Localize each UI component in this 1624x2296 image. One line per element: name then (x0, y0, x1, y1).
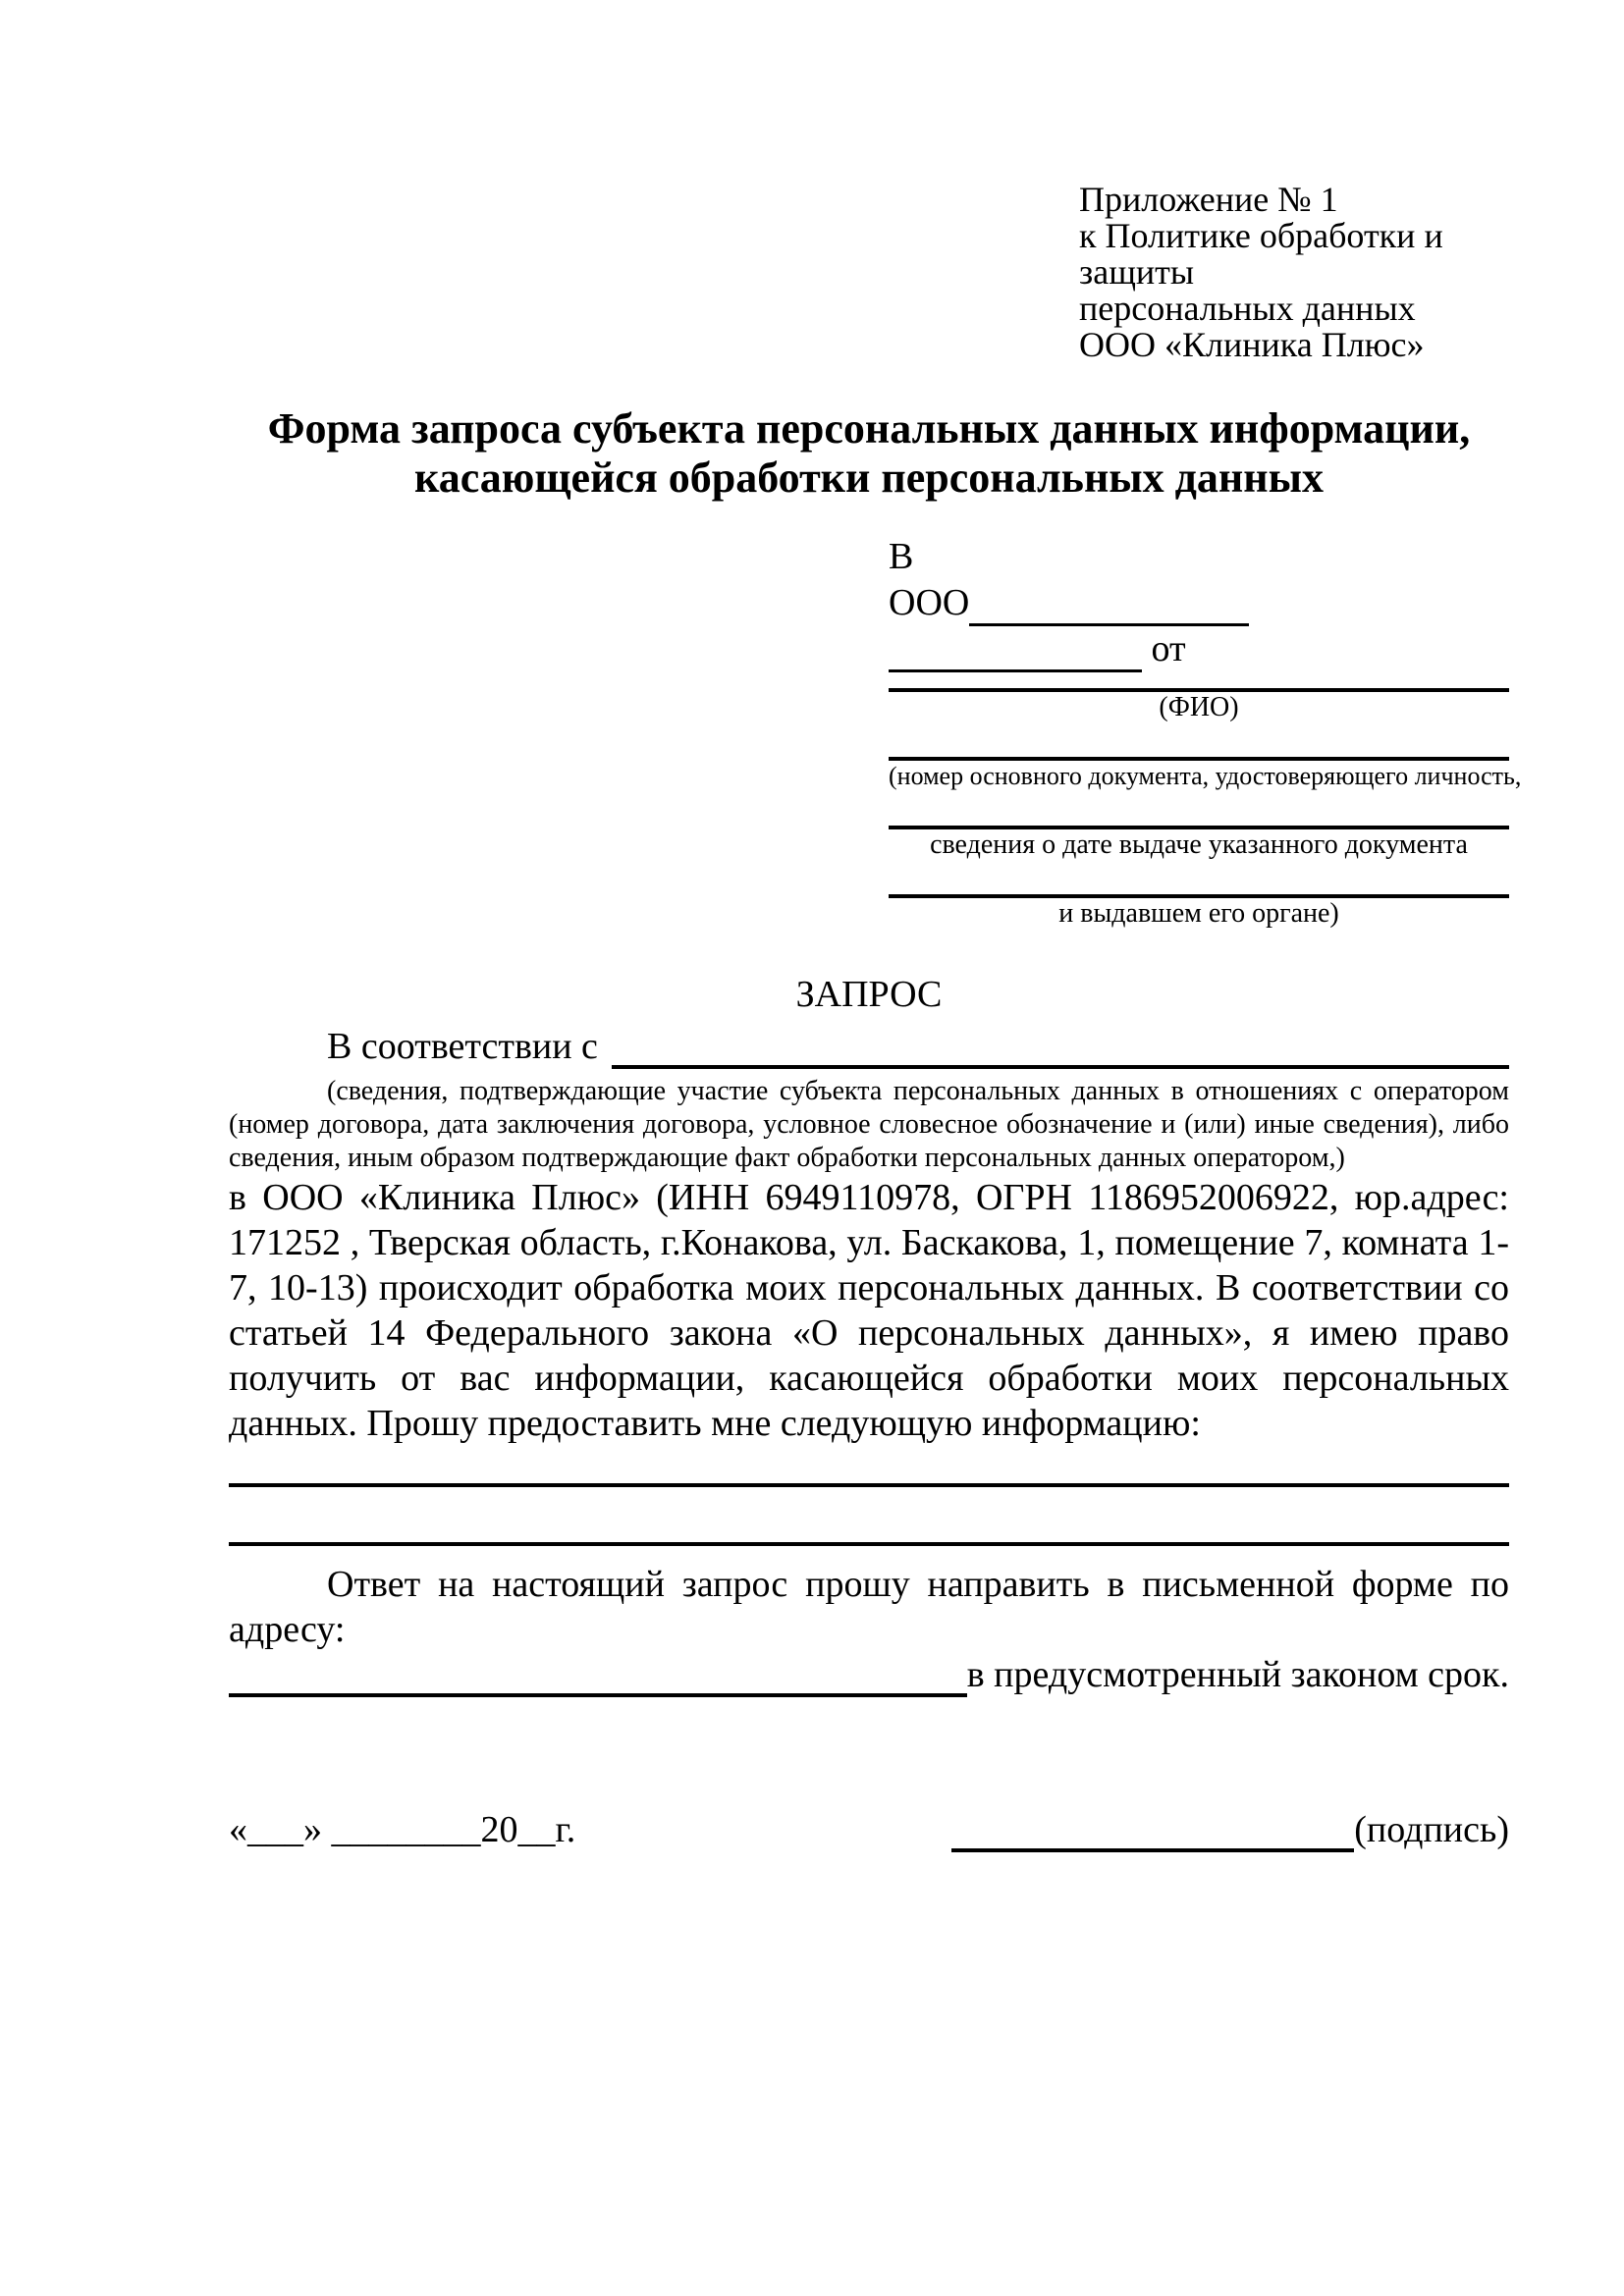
request-body: в ООО «Клиника Плюс» (ИНН 6949110978, ОГРН 1186952006922, юр.адрес: 171252 , Тверская область, г.Конакова, ул. Баскакова, 1, помещение 7, комната 1-7, 10-13) происходит обработка моих персональных данных. В соответствии со статьей 14 Федерального закона «О персональных данных», я имею право получить от вас информации, касающейся обработки моих персональных данных. Прошу предоставить мне следующую информацию: (229, 1177, 1509, 1444)
intro-prefix: В соответствии с (327, 1026, 598, 1067)
document-number-caption: (номер основного документа, удостоверяющего личность, (889, 762, 1522, 790)
company-name-blank (969, 586, 1249, 626)
issue-date-caption: сведения о дате выдаче указанного документа (930, 829, 1468, 860)
signature-blank-line (951, 1811, 1354, 1852)
company-label: ООО (889, 582, 970, 623)
reply-suffix: в предусмотренный законом срок. (966, 1654, 1509, 1695)
appendix-line-3: персональных данных (1079, 289, 1416, 328)
appendix-line-2: к Политике обработки и защиты (1079, 216, 1443, 292)
reply-instruction: Ответ на настоящий запрос прошу направить в письменной форме по адресу: (229, 1564, 1509, 1650)
basis-note: (сведения, подтверждающие участие субъекта персональных данных в отношениях с оператором (номер договора, дата заключения договора, условное словесное обозначение и (или) иные сведения), либо сведения, иным образом подтверждающие факт обработки персональных данных оператором,) (229, 1076, 1509, 1173)
addressee-from-row (889, 626, 1509, 672)
addressee-to-label: В (889, 536, 914, 577)
reply-address-blank (229, 1656, 967, 1697)
issuing-authority-caption: и выдавшем его органе) (1058, 898, 1339, 929)
addressee-company-row (889, 580, 1509, 626)
appendix-line-1: Приложение № 1 (1079, 180, 1338, 219)
document-title-line-2: касающейся обработки персональных данных (414, 454, 1324, 502)
signature-area (951, 1807, 1509, 1852)
info-blank-line-1 (229, 1483, 1509, 1487)
basis-blank-line (612, 1028, 1509, 1069)
date-line: «___» ________20__г. (229, 1809, 576, 1850)
from-label: от (1151, 628, 1186, 669)
intro-row (229, 1024, 1509, 1069)
info-blank-line-2 (229, 1542, 1509, 1546)
date-signature-row (229, 1807, 1509, 1852)
from-blank (889, 632, 1142, 672)
fio-caption: (ФИО) (1159, 692, 1239, 722)
request-heading: ЗАПРОС (795, 974, 943, 1015)
document-title-line-1: Форма запроса субъекта персональных данных информации, (267, 404, 1471, 453)
document-title (229, 404, 1509, 503)
appendix-header (1079, 182, 1509, 363)
signature-caption: (подпись) (1354, 1809, 1509, 1850)
addressee-block (889, 534, 1522, 930)
appendix-line-4: ООО «Клиника Плюс» (1079, 325, 1425, 364)
page-content (229, 180, 1522, 1852)
reply-address-row (229, 1652, 1509, 1697)
